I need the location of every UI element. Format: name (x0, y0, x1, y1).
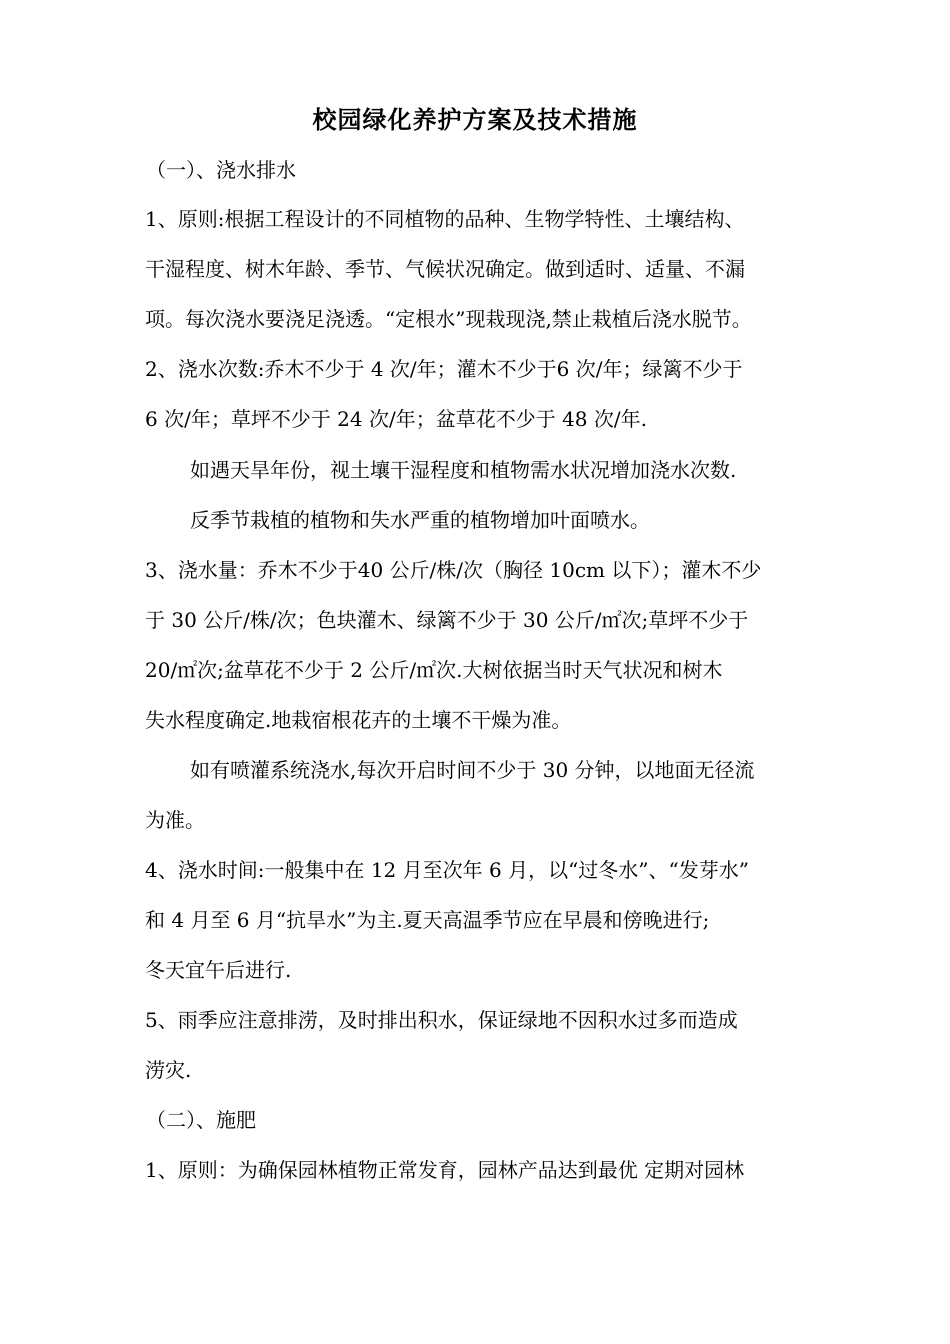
document-title: 校园绿化养护方案及技术措施 (312, 105, 638, 134)
paragraph-line: 项。每次浇水要浇足浇透。“定根水”现栽现浇,禁止栽植后浇水脱节。 (145, 307, 752, 331)
section-heading-fertilizing: （二）、施肥 (146, 1108, 256, 1132)
paragraph-line: 20/㎡次;盆草花不少于 2 公斤/㎡次.大树依据当时天气状况和树木 (145, 658, 723, 682)
paragraph-line: 失水程度确定.地栽宿根花卉的土壤不干燥为准。 (145, 708, 572, 732)
paragraph-line: 于 30 公斤/株/次；色块灌木、绿篱不少于 30 公斤/㎡次;草坪不少于 (145, 608, 749, 632)
paragraph-line: 2、浇水次数:乔木不少于 4 次/年；灌木不少于6 次/年；绿篱不少于 (145, 357, 743, 381)
paragraph-line: 6 次/年；草坪不少于 24 次/年；盆草花不少于 48 次/年. (145, 407, 647, 431)
paragraph-line: 如有喷灌系统浇水,每次开启时间不少于 30 分钟，以地面无径流 (190, 758, 755, 782)
paragraph-line: 4、浇水时间:一般集中在 12 月至次年 6 月，以“过冬水”、“发芽水” (145, 858, 749, 882)
paragraph-line: 3、浇水量：乔木不少于40 公斤/株/次（胸径 10cm 以下）；灌木不少 (145, 558, 762, 582)
paragraph-line: 1、原则:根据工程设计的不同植物的品种、生物学特性、土壤结构、 (145, 207, 745, 231)
paragraph-line: 涝灾. (145, 1058, 192, 1082)
section-heading-watering: （一）、浇水排水 (146, 158, 296, 182)
paragraph-line: 反季节栽植的植物和失水严重的植物增加叶面喷水。 (190, 508, 650, 532)
paragraph-line: 如遇天旱年份，视土壤干湿程度和植物需水状况增加浇水次数. (190, 458, 737, 482)
paragraph-line: 1、原则：为确保园林植物正常发育，园林产品达到最优 定期对园林 (145, 1158, 745, 1182)
paragraph-line: 干湿程度、树木年龄、季节、气候状况确定。做到适时、适量、不漏 (145, 257, 745, 281)
paragraph-line: 和 4 月至 6 月“抗旱水”为主.夏天高温季节应在早晨和傍晚进行; (145, 908, 710, 932)
paragraph-line: 为准。 (145, 808, 205, 832)
paragraph-line: 5、雨季应注意排涝，及时排出积水，保证绿地不因积水过多而造成 (145, 1008, 738, 1032)
paragraph-line: 冬天宜午后进行. (145, 958, 292, 982)
